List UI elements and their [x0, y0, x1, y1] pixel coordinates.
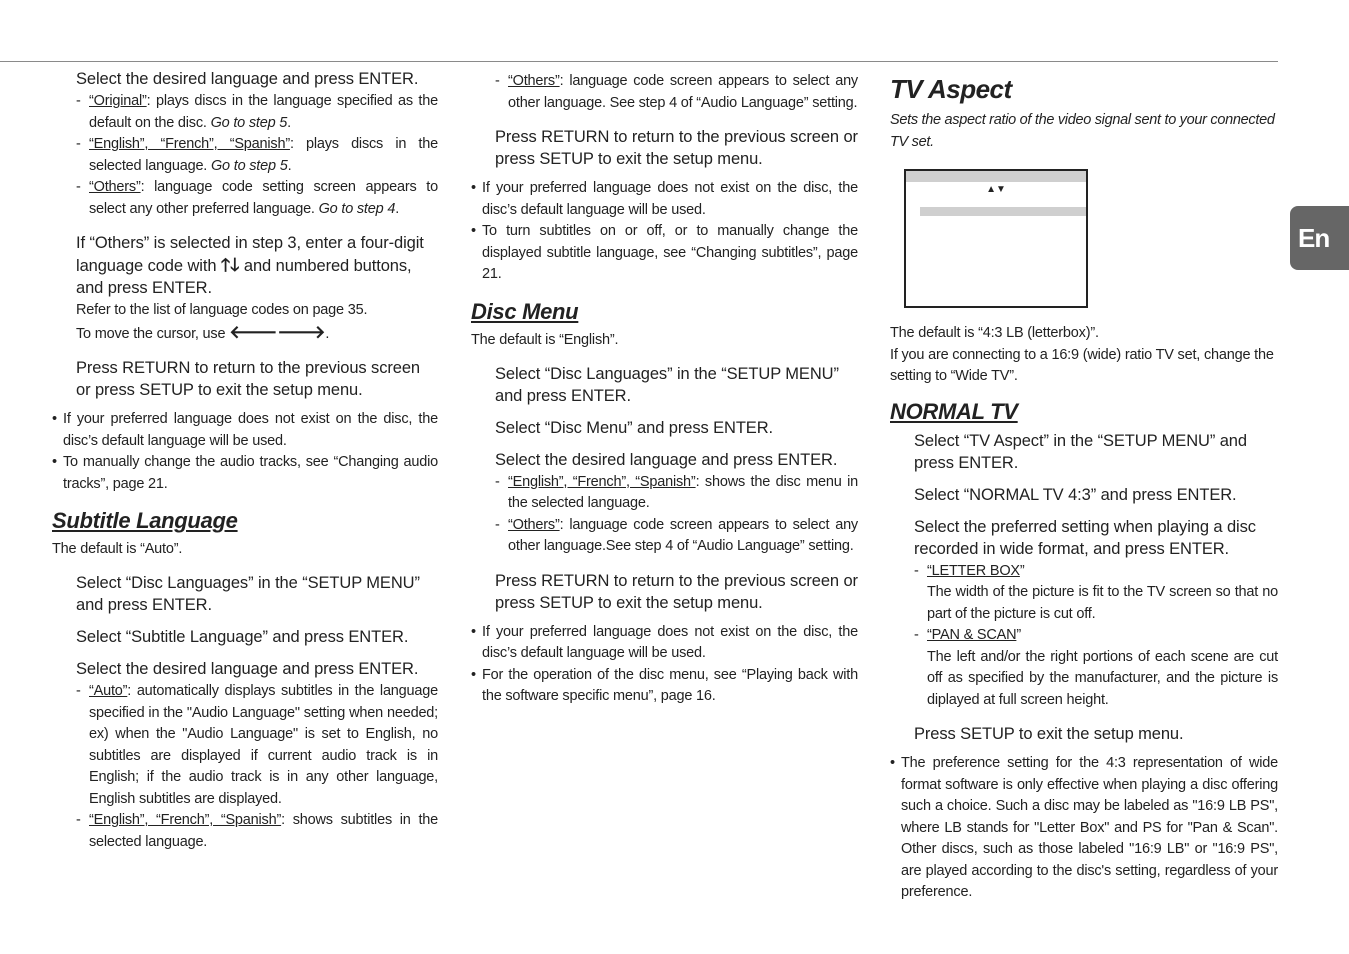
bullet-item: • To turn subtitles on or off, or to manually change the displayed subtitle language, see “Changing subtitles”, page 21.: [471, 223, 858, 282]
option-letter-box: - “LETTER BOX” The width of the picture is fit to the TV screen so that no part of the picture is cut off.: [914, 562, 1278, 622]
bullet-list: [471, 178, 858, 286]
step-disc-languages: Select “Disc Languages” in the “SETUP MENU” and press ENTER.: [495, 364, 839, 405]
note-wide-tv: If you are connecting to a 16:9 (wide) ratio TV set, change the setting to “Wide TV”.: [890, 346, 1274, 384]
default-text: The default is “4:3 LB (letterbox)”.: [890, 325, 1099, 341]
heading-disc-menu: Disc Menu: [471, 298, 579, 324]
option-others: - “Others”: language code setting screen appears to select any other preferred language. Go to step 4.: [76, 179, 438, 217]
bullet-list: [471, 622, 858, 708]
screen-highlight-row: [920, 207, 1086, 216]
option-others: - “Others”: language code screen appears to select any other language.See step 4 of “Audio Language” setting.: [495, 516, 858, 554]
step-select-language: Select the desired language and press ENTER.: [76, 70, 419, 88]
step-normal-tv: Select “NORMAL TV 4:3” and press ENTER.: [914, 485, 1237, 504]
screen-title-bar: [906, 171, 1086, 182]
bullet-item: • For the operation of the disc menu, see “Playing back with the software specific menu”, page 16.: [471, 666, 858, 704]
heading-normal-tv: NORMAL TV: [890, 398, 1018, 424]
option-list: [52, 681, 438, 853]
option-english-french-spanish: - “English”, “French”, “Spanish”: plays discs in the selected language. Go to step 5.: [76, 136, 438, 174]
step-enter-language-code: If “Others” is selected in step 3, enter a four-digit language code with 🡑🡓 and numbered buttons, and press ENTER.: [76, 234, 424, 297]
up-down-arrow-icon: 🡑🡓: [220, 255, 240, 275]
setup-screen-illustration: [904, 169, 1088, 308]
bullet-list: [890, 753, 1278, 904]
step-select-language: Select the desired language and press ENTER.: [76, 660, 419, 678]
heading-tv-aspect: TV Aspect: [890, 74, 1012, 104]
note-language-codes: Refer to the list of language codes on page 35.: [76, 302, 368, 318]
option-original: - “Original”: plays discs in the language specified as the default on the disc. Go to step 5.: [76, 93, 438, 131]
bullet-list: [52, 409, 438, 495]
option-english-french-spanish: - “English”, “French”, “Spanish”: shows the disc menu in the selected language.: [495, 473, 858, 511]
option-pan-scan: - “PAN & SCAN” The left and/or the right portions of each scene are cut off as specified by the manufacturer, and the picture is diplayed at full screen height.: [914, 627, 1278, 708]
step-disc-menu: Select “Disc Menu” and press ENTER.: [495, 418, 774, 437]
option-list: [890, 561, 1278, 712]
step-select-language: Select the desired language and press ENTER.: [495, 450, 838, 469]
option-list: [471, 472, 858, 558]
step-subtitle-language: Select “Subtitle Language” and press ENTER.: [76, 628, 409, 646]
option-others: - “Others”: language code screen appears to select any other language. See step 4 of “Audio Language” setting.: [495, 73, 858, 111]
option-auto: - “Auto”: automatically displays subtitles in the language specified in the "Audio Language" setting when needed; ex) when the "Audio Language" is set to English, no subtitles are displayed if current audio track is in English; if the audio track is in any other language, English subtitles are displayed.: [76, 683, 438, 807]
section-description: Sets the aspect ratio of the video signal sent to your connected TV set.: [890, 112, 1275, 150]
heading-subtitle-language: Subtitle Language: [52, 508, 238, 533]
option-list: [52, 91, 438, 220]
step-exit-setup: Press SETUP to exit the setup menu.: [914, 725, 1184, 743]
note-move-cursor: To move the cursor, use 🡐🡒.: [76, 321, 330, 342]
bullet-item: • The preference setting for the 4:3 representation of wide format software is only effective when playing a disc offering such a choice. Such a disc may be labeled as "16:9 LB PS", where LB stands for "Letter Box" and PS for "Pan & Scan". Other discs, such as those labeled "16:9 LB" or "16:9 PS", are played according to the disc's setting, regardless of your preference.: [890, 755, 1278, 900]
bullet-item: • To manually change the audio tracks, see “Changing audio tracks”, page 21.: [52, 454, 438, 492]
step-return: Press RETURN to return to the previous screen or press SETUP to exit the setup menu.: [495, 571, 858, 612]
default-text: The default is “English”.: [471, 331, 619, 348]
step-disc-languages: Select “Disc Languages” in the “SETUP MENU” and press ENTER.: [76, 574, 420, 614]
default-text: The default is “Auto”.: [52, 541, 183, 557]
left-right-arrow-icon: 🡐🡒: [229, 321, 326, 342]
step-return: Press RETURN to return to the previous screen or press SETUP to exit the setup menu.: [495, 128, 858, 168]
language-tab: En: [1290, 206, 1349, 270]
column-middle: [471, 71, 858, 720]
bullet-item: • If your preferred language does not exist on the disc, the disc’s default language will be used.: [471, 180, 858, 218]
step-tv-aspect: Select “TV Aspect” in the “SETUP MENU” and press ENTER.: [914, 431, 1247, 472]
column-left: [52, 68, 438, 865]
bullet-item: • If your preferred language does not exist on the disc, the disc’s default language will be used.: [52, 411, 438, 449]
step-preferred-setting: Select the preferred setting when playing a disc recorded in wide format, and press ENTER.: [914, 517, 1256, 558]
option-list: [471, 71, 858, 114]
up-down-triangle-icon: ▲▼: [986, 184, 1006, 195]
top-rule: [0, 61, 1278, 62]
bullet-item: • If your preferred language does not exist on the disc, the disc’s default language will be used.: [471, 623, 858, 661]
step-return: Press RETURN to return to the previous screen or press SETUP to exit the setup menu.: [76, 359, 420, 399]
option-english-french-spanish: - “English”, “French”, “Spanish”: shows subtitles in the selected language.: [76, 812, 439, 850]
